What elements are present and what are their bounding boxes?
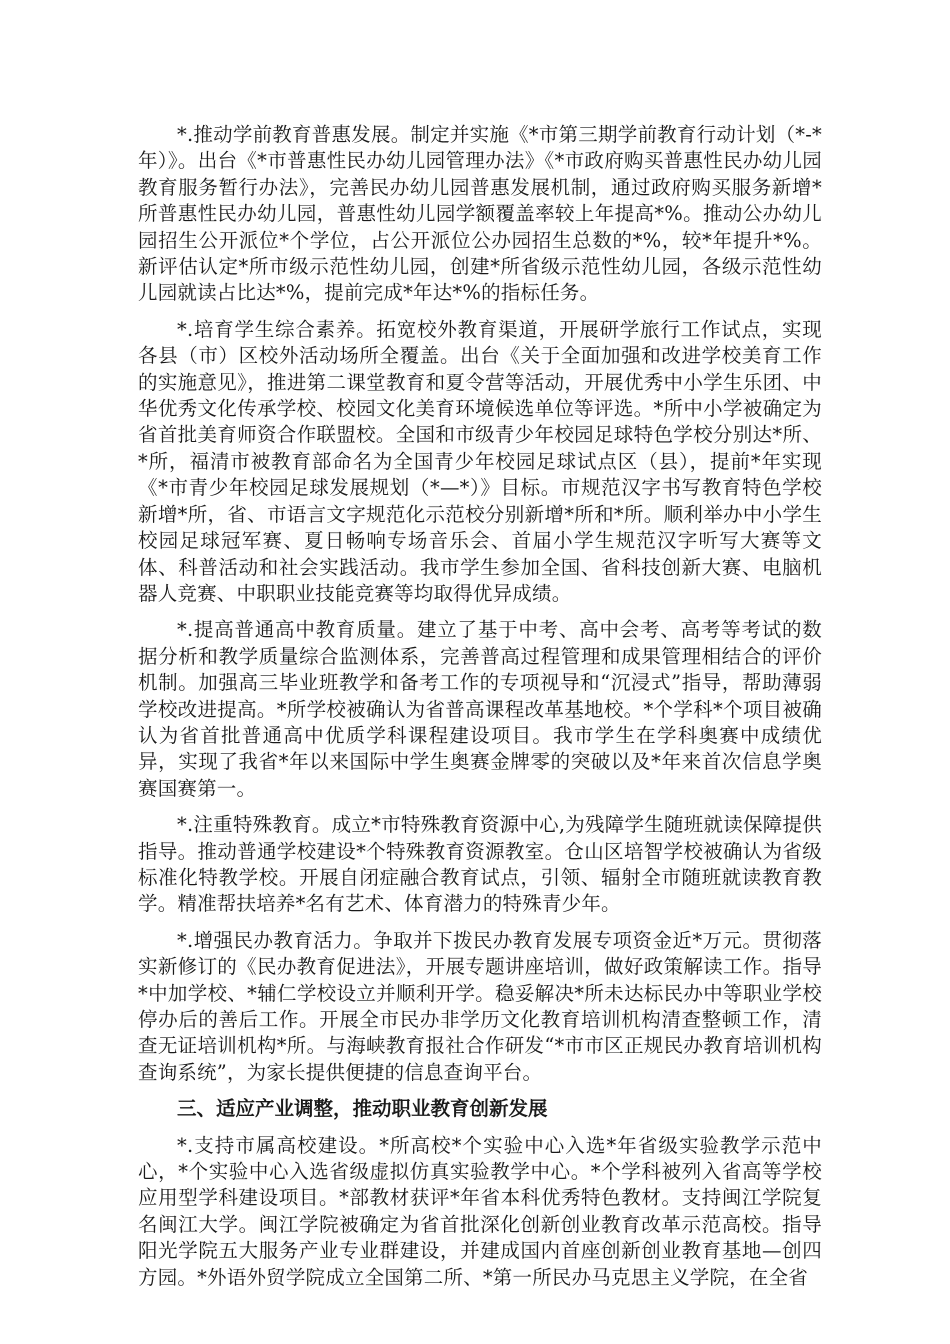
paragraph-student-literacy: *.培育学生综合素养。拓宽校外教育渠道，开展研学旅行工作试点，实现各县（市）区校外活动场所全覆盖。出台《关于全面加强和改进学校美育工作的实施意见》，推进第二课堂教育和夏令营等活动，开展优秀中小学生乐团、中华优秀文化传承学校、校园文化美育环境候选单位等评选。*所中小学被确定为省首批美育师资合作联盟校。全国和市级青少年校园足球特色学校分别达*所、*所，福清市被教育部命名为全国青少年校园足球试点区（县），提前*年实现《*市青少年校园足球发展规划（*—*）》目标。市规范汉字书写教育特色学校新增*所，省、市语言文字规范化示范校分别新增*所和*所。顺利举办中小学生校园足球冠军赛、夏日畅响专场音乐会、首届小学生规范汉字听写大赛等文体、科普活动和社会实践活动。我市学生参加全国、省科技创新大赛、电脑机器人竞赛、中职职业技能竞赛等均取得优异成绩。 xyxy=(138,317,822,605)
paragraph-special-education: *.注重特殊教育。成立*市特殊教育资源中心,为残障学生随班就读保障提供指导。推动普通学校建设*个特殊教育资源教室。仓山区培智学校被确认为省级标准化特教学校。开展自闭症融合教育试点，引领、辐射全市随班就读教育教学。精准帮扶培养*名有艺术、体育潜力的特殊青少年。 xyxy=(138,813,822,916)
paragraph-private-education: *.增强民办教育活力。争取并下拨民办教育发展专项资金近*万元。贯彻落实新修订的《民办教育促进法》，开展专题讲座培训，做好政策解读工作。指导*中加学校、*辅仁学校设立并顺利开学。稳妥解决*所未达标民办中等职业学校停办后的善后工作。开展全市民办非学历文化教育培训机构清查整顿工作，清查无证培训机构*所。与海峡教育报社合作研发“*市市区正规民办教育培训机构查询系统”，为家长提供便捷的信息查询平台。 xyxy=(138,928,822,1084)
paragraph-university-support: *.支持市属高校建设。*所高校*个实验中心入选*年省级实验教学示范中心，*个实验中心入选省级虚拟仿真实验教学中心。*个学科被列入省高等学校应用型学科建设项目。*部教材获评*年省本科优秀特色教材。支持闽江学院复名闽江大学。闽江学院被确定为省首批深化创新创业教育改革示范高校。指导阳光学院五大服务产业专业群建设，并建成国内首座创新创业教育基地—创四方园。*外语外贸学院成立全国第二所、*第一所民办马克思主义学院，在全省 xyxy=(138,1133,822,1289)
section-heading: 三、适应产业调整，推动职业教育创新发展 xyxy=(177,1097,548,1121)
paragraph-preschool: *.推动学前教育普惠发展。制定并实施《*市第三期学前教育行动计划（*-*年）》。出台《*市普惠性民办幼儿园管理办法》《*市政府购买普惠性民办幼儿园教育服务暂行办法》，完善民办幼儿园普惠发展机制，通过政府购买服务新增*所普惠性民办幼儿园，普惠性幼儿园学额覆盖率较上年提高*%。推动公办幼儿园招生公开派位*个学位，占公开派位公办园招生总数的*%，较*年提升*%。新评估认定*所市级示范性幼儿园，创建*所省级示范性幼儿园，各级示范性幼儿园就读占比达*%，提前完成*年达*%的指标任务。 xyxy=(138,123,822,305)
paragraph-high-school: *.提高普通高中教育质量。建立了基于中考、高中会考、高考等考试的数据分析和教学质量综合监测体系，完善普高过程管理和成果管理相结合的评价机制。加强高三毕业班教学和备考工作的专项视导和“沉浸式”指导，帮助薄弱学校改进提高。*所学校被确认为省普高课程改革基地校。*个学科*个项目被确认为省首批普通高中优质学科课程建设项目。我市学生在学科奥赛中成绩优异，实现了我省*年以来国际中学生奥赛金牌零的突破以及*年来首次信息学奥赛国赛第一。 xyxy=(138,618,822,800)
